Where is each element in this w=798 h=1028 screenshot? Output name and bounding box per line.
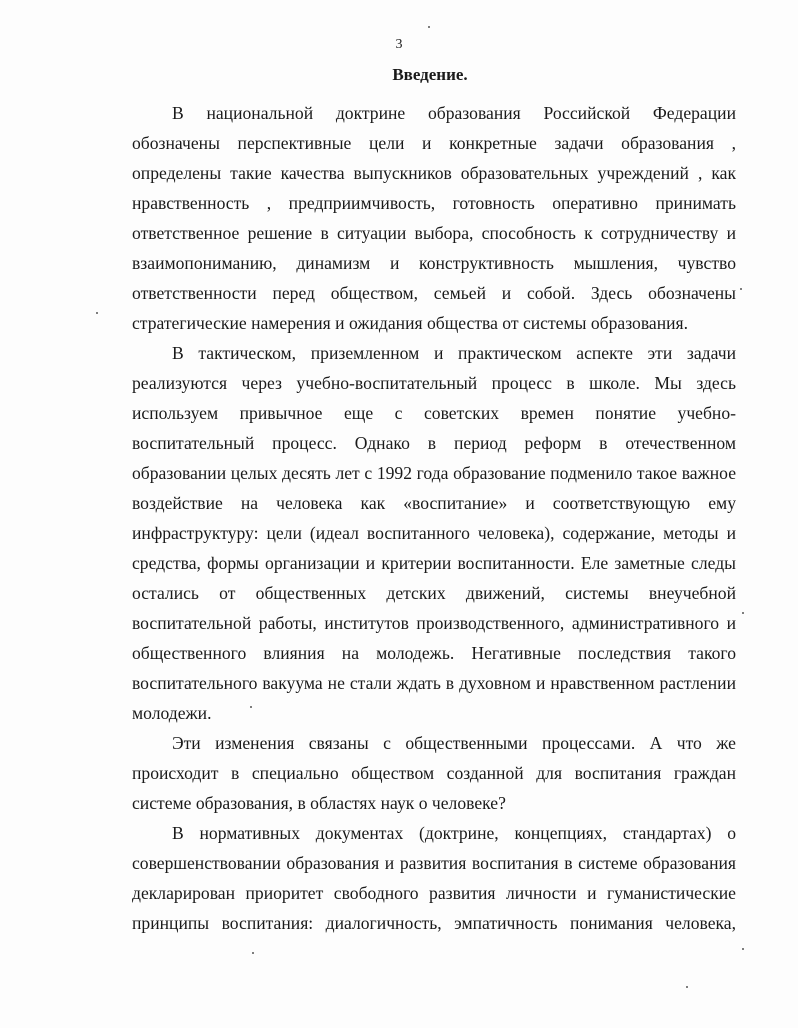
text-line: происходит в специально обществом созданной для воспитания граждан bbox=[132, 763, 736, 783]
section-title: Введение. bbox=[392, 65, 468, 84]
body-text bbox=[132, 98, 736, 938]
text-line: образовании целых десять лет с 1992 года образование подменило такое важное bbox=[132, 463, 736, 483]
text-line: молодежи. bbox=[132, 703, 212, 723]
scan-speck bbox=[742, 612, 744, 614]
text-line: инфраструктуру: цели (идеал воспитанного человека), содержание, методы и bbox=[132, 523, 736, 543]
text-line: принципы воспитания: диалогичность, эмпатичность понимания человека, bbox=[132, 913, 736, 933]
text-line: В нормативных документах (доктрине, концепциях, стандартах) о bbox=[172, 823, 736, 843]
paragraph-2 bbox=[132, 338, 736, 728]
text-line: В национальной доктрине образования Российской Федерации bbox=[172, 103, 736, 123]
scan-speck bbox=[686, 986, 688, 988]
text-line: воспитательной работы, институтов производственного, административного и bbox=[132, 613, 736, 633]
scan-speck bbox=[742, 948, 744, 950]
text-line: определены такие качества выпускников образовательных учреждений , как bbox=[132, 163, 736, 183]
text-line: Эти изменения связаны с общественными процессами. А что же bbox=[172, 733, 736, 753]
text-line: ответственное решение в ситуации выбора, способность к сотрудничеству и bbox=[132, 223, 736, 243]
scan-speck bbox=[250, 706, 252, 708]
text-line: ответственности перед обществом, семьей и собой. Здесь обозначены bbox=[132, 283, 736, 303]
scan-speck bbox=[740, 288, 742, 290]
text-line: реализуются через учебно-воспитательный процесс в школе. Мы здесь bbox=[132, 373, 736, 393]
text-line: средства, формы организации и критерии воспитанности. Еле заметные следы bbox=[132, 553, 736, 573]
text-line: В тактическом, приземленном и практическом аспекте эти задачи bbox=[172, 343, 736, 363]
text-line: общественного влияния на молодежь. Негативные последствия такого bbox=[132, 643, 736, 663]
text-line: стратегические намерения и ожидания общества от системы образования. bbox=[132, 313, 689, 333]
text-line: воспитательного вакуума не стали ждать в духовном и нравственном растлении bbox=[132, 673, 736, 693]
text-line: системе образования, в областях наук о человеке? bbox=[132, 793, 506, 813]
text-line: декларирован приоритет свободного развития личности и гуманистические bbox=[132, 883, 736, 903]
text-line: совершенствовании образования и развития воспитания в системе образования bbox=[132, 853, 736, 873]
text-line: остались от общественных детских движений, системы внеучебной bbox=[132, 583, 736, 603]
paragraph-3 bbox=[132, 728, 736, 818]
text-line: воздействие на человека как «воспитание» и соответствующую ему bbox=[132, 493, 736, 513]
paragraph-4 bbox=[132, 818, 736, 938]
page-number: 3 bbox=[395, 37, 403, 52]
scan-speck bbox=[252, 952, 254, 954]
text-line: взаимопониманию, динамизм и конструктивность мышления, чувство bbox=[132, 253, 736, 273]
text-line: нравственность , предприимчивость, готовность оперативно принимать bbox=[132, 193, 736, 213]
scan-speck bbox=[96, 312, 98, 314]
text-line: воспитательный процесс. Однако в период реформ в отечественном bbox=[132, 433, 736, 453]
text-line: используем привычное еще с советских времен понятие учебно- bbox=[132, 403, 736, 423]
scan-speck bbox=[428, 26, 430, 28]
text-line: обозначены перспективные цели и конкретные задачи образования , bbox=[132, 133, 736, 153]
paragraph-1 bbox=[132, 98, 736, 338]
